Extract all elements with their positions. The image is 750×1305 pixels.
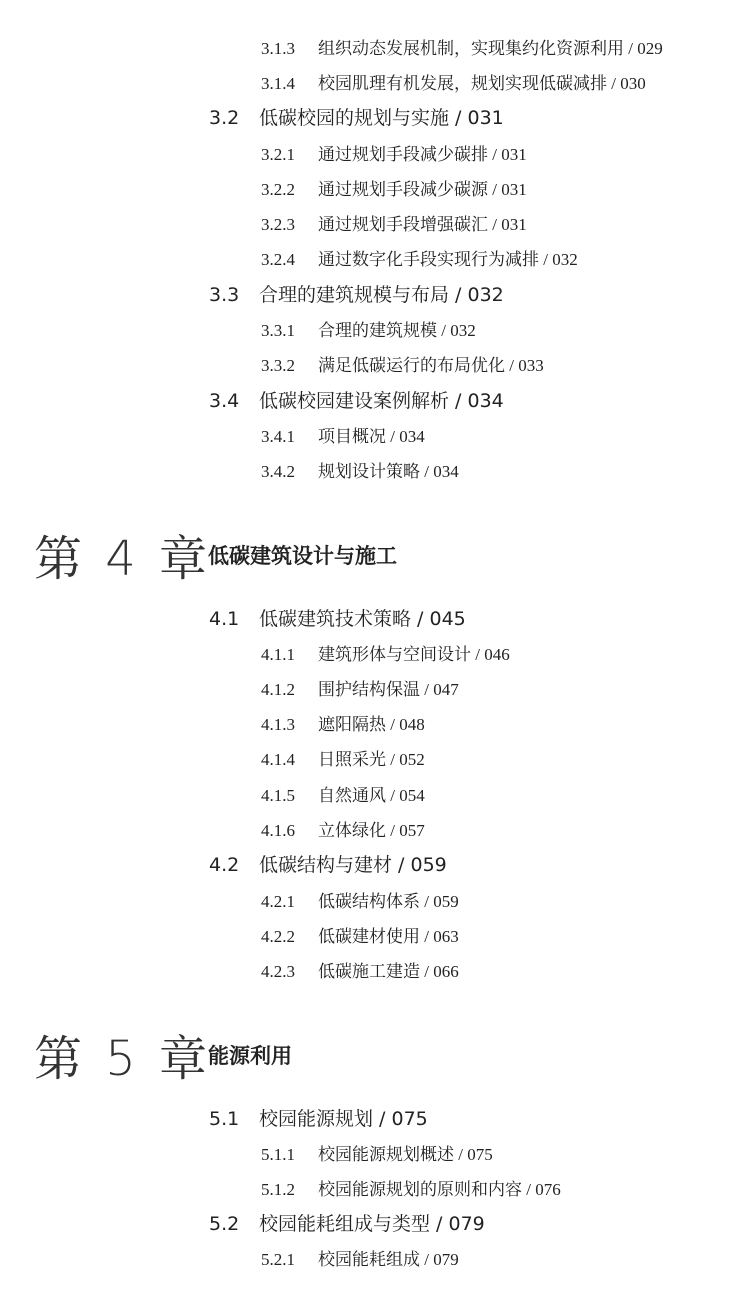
toc-section-title: 校园能耗组成与类型 / 079 [259, 1213, 485, 1235]
toc-section-title: 低碳建筑技术策略 / 045 [259, 608, 466, 630]
toc-entry-title: 组织动态发展机制，实现集约化资源利用 / 029 [318, 39, 663, 58]
toc-section-5-2 [209, 1209, 485, 1236]
toc-section-number: 3.2 [209, 107, 240, 129]
toc-entry-title: 合理的建筑规模 / 032 [318, 321, 476, 340]
toc-section-title: 校园能源规划 / 075 [259, 1108, 428, 1130]
toc-entry-3-4-2 [261, 457, 459, 482]
toc-entry-title: 日照采光 / 052 [318, 750, 425, 769]
toc-section-number: 4.2 [209, 854, 240, 876]
toc-entry-number: 4.2.3 [261, 962, 295, 981]
toc-entry-title: 自然通风 / 054 [318, 786, 425, 805]
toc-entry-number: 4.1.3 [261, 715, 295, 734]
toc-entry-number: 3.4.1 [261, 427, 295, 446]
toc-entry-4-1-1 [261, 640, 510, 665]
toc-chapter-5 [34, 1020, 292, 1089]
toc-entry-number: 4.1.6 [261, 821, 295, 840]
toc-section-4-1 [209, 604, 466, 631]
toc-entry-3-3-2 [261, 351, 544, 376]
toc-section-3-2 [209, 103, 504, 130]
toc-entry-title: 校园能源规划的原则和内容 / 076 [318, 1180, 561, 1199]
toc-section-title: 低碳校园的规划与实施 / 031 [259, 107, 504, 129]
toc-entry-title: 校园能源规划概述 / 075 [318, 1145, 493, 1164]
toc-entry-4-2-1 [261, 887, 459, 912]
toc-entry-title: 低碳施工建造 / 066 [318, 962, 459, 981]
toc-entry-number: 3.2.3 [261, 215, 295, 234]
toc-entry-3-2-2 [261, 175, 527, 200]
toc-entry-number: 3.1.3 [261, 39, 295, 58]
toc-entry-title: 低碳建材使用 / 063 [318, 927, 459, 946]
toc-entry-4-1-2 [261, 675, 459, 700]
toc-entry-number: 4.2.2 [261, 927, 295, 946]
toc-entry-3-1-3 [261, 34, 663, 59]
toc-section-4-2 [209, 850, 447, 877]
toc-entry-number: 5.1.1 [261, 1145, 295, 1164]
toc-entry-title: 通过数字化手段实现行为减排 / 032 [318, 250, 578, 269]
toc-entry-5-2-1 [261, 1245, 459, 1270]
toc-entry-3-2-1 [261, 140, 527, 165]
toc-entry-4-1-3 [261, 710, 425, 735]
toc-section-number: 3.4 [209, 390, 240, 412]
toc-entry-3-3-1 [261, 316, 476, 341]
toc-entry-number: 3.1.4 [261, 74, 295, 93]
toc-entry-title: 建筑形体与空间设计 / 046 [318, 645, 510, 664]
toc-section-3-3 [209, 280, 504, 307]
toc-entry-number: 5.1.2 [261, 1180, 295, 1199]
toc-entry-3-4-1 [261, 422, 425, 447]
toc-entry-number: 3.3.2 [261, 356, 295, 375]
toc-entry-title: 遮阳隔热 / 048 [318, 715, 425, 734]
toc-section-5-1 [209, 1104, 428, 1131]
toc-entry-4-1-6 [261, 816, 425, 841]
toc-section-title: 合理的建筑规模与布局 / 032 [259, 284, 504, 306]
toc-section-number: 5.2 [209, 1213, 240, 1235]
toc-entry-5-1-2 [261, 1175, 561, 1200]
toc-entry-number: 3.2.1 [261, 145, 295, 164]
toc-entry-number: 3.2.2 [261, 180, 295, 199]
toc-entry-3-2-3 [261, 210, 527, 235]
toc-entry-title: 低碳结构体系 / 059 [318, 892, 459, 911]
toc-entry-title: 规划设计策略 / 034 [318, 462, 459, 481]
toc-entry-number: 4.1.1 [261, 645, 295, 664]
toc-entry-5-1-1 [261, 1140, 493, 1165]
toc-entry-title: 项目概况 / 034 [318, 427, 425, 446]
toc-entry-number: 4.2.1 [261, 892, 295, 911]
toc-entry-title: 立体绿化 / 057 [318, 821, 425, 840]
toc-section-title: 低碳校园建设案例解析 / 034 [259, 390, 504, 412]
toc-entry-title: 通过规划手段减少碳排 / 031 [318, 145, 527, 164]
toc-entry-4-2-2 [261, 922, 459, 947]
toc-entry-title: 校园肌理有机发展，规划实现低碳减排 / 030 [318, 74, 646, 93]
toc-entry-title: 通过规划手段减少碳源 / 031 [318, 180, 527, 199]
toc-entry-title: 满足低碳运行的布局优化 / 033 [318, 356, 544, 375]
toc-entry-title: 校园能耗组成 / 079 [318, 1250, 459, 1269]
toc-entry-4-1-4 [261, 745, 425, 770]
toc-entry-3-1-4 [261, 69, 646, 94]
chapter-title: 能源利用 [208, 1043, 292, 1068]
toc-entry-4-2-3 [261, 957, 459, 982]
toc-entry-number: 3.2.4 [261, 250, 295, 269]
toc-section-number: 5.1 [209, 1108, 240, 1130]
chapter-number: 第 5 章 [34, 1031, 212, 1087]
toc-section-title: 低碳结构与建材 / 059 [259, 854, 447, 876]
toc-entry-number: 5.2.1 [261, 1250, 295, 1269]
toc-entry-number: 4.1.2 [261, 680, 295, 699]
toc-chapter-4 [34, 520, 397, 589]
chapter-number: 第 4 章 [34, 531, 212, 587]
toc-section-3-4 [209, 386, 504, 413]
toc-entry-number: 4.1.5 [261, 786, 295, 805]
toc-entry-3-2-4 [261, 245, 578, 270]
toc-entry-number: 3.3.1 [261, 321, 295, 340]
toc-section-number: 3.3 [209, 284, 240, 306]
chapter-title: 低碳建筑设计与施工 [208, 543, 397, 568]
toc-entry-number: 4.1.4 [261, 750, 295, 769]
toc-section-number: 4.1 [209, 608, 240, 630]
toc-entry-title: 通过规划手段增强碳汇 / 031 [318, 215, 527, 234]
toc-entry-number: 3.4.2 [261, 462, 295, 481]
toc-entry-4-1-5 [261, 781, 425, 806]
toc-entry-title: 围护结构保温 / 047 [318, 680, 459, 699]
